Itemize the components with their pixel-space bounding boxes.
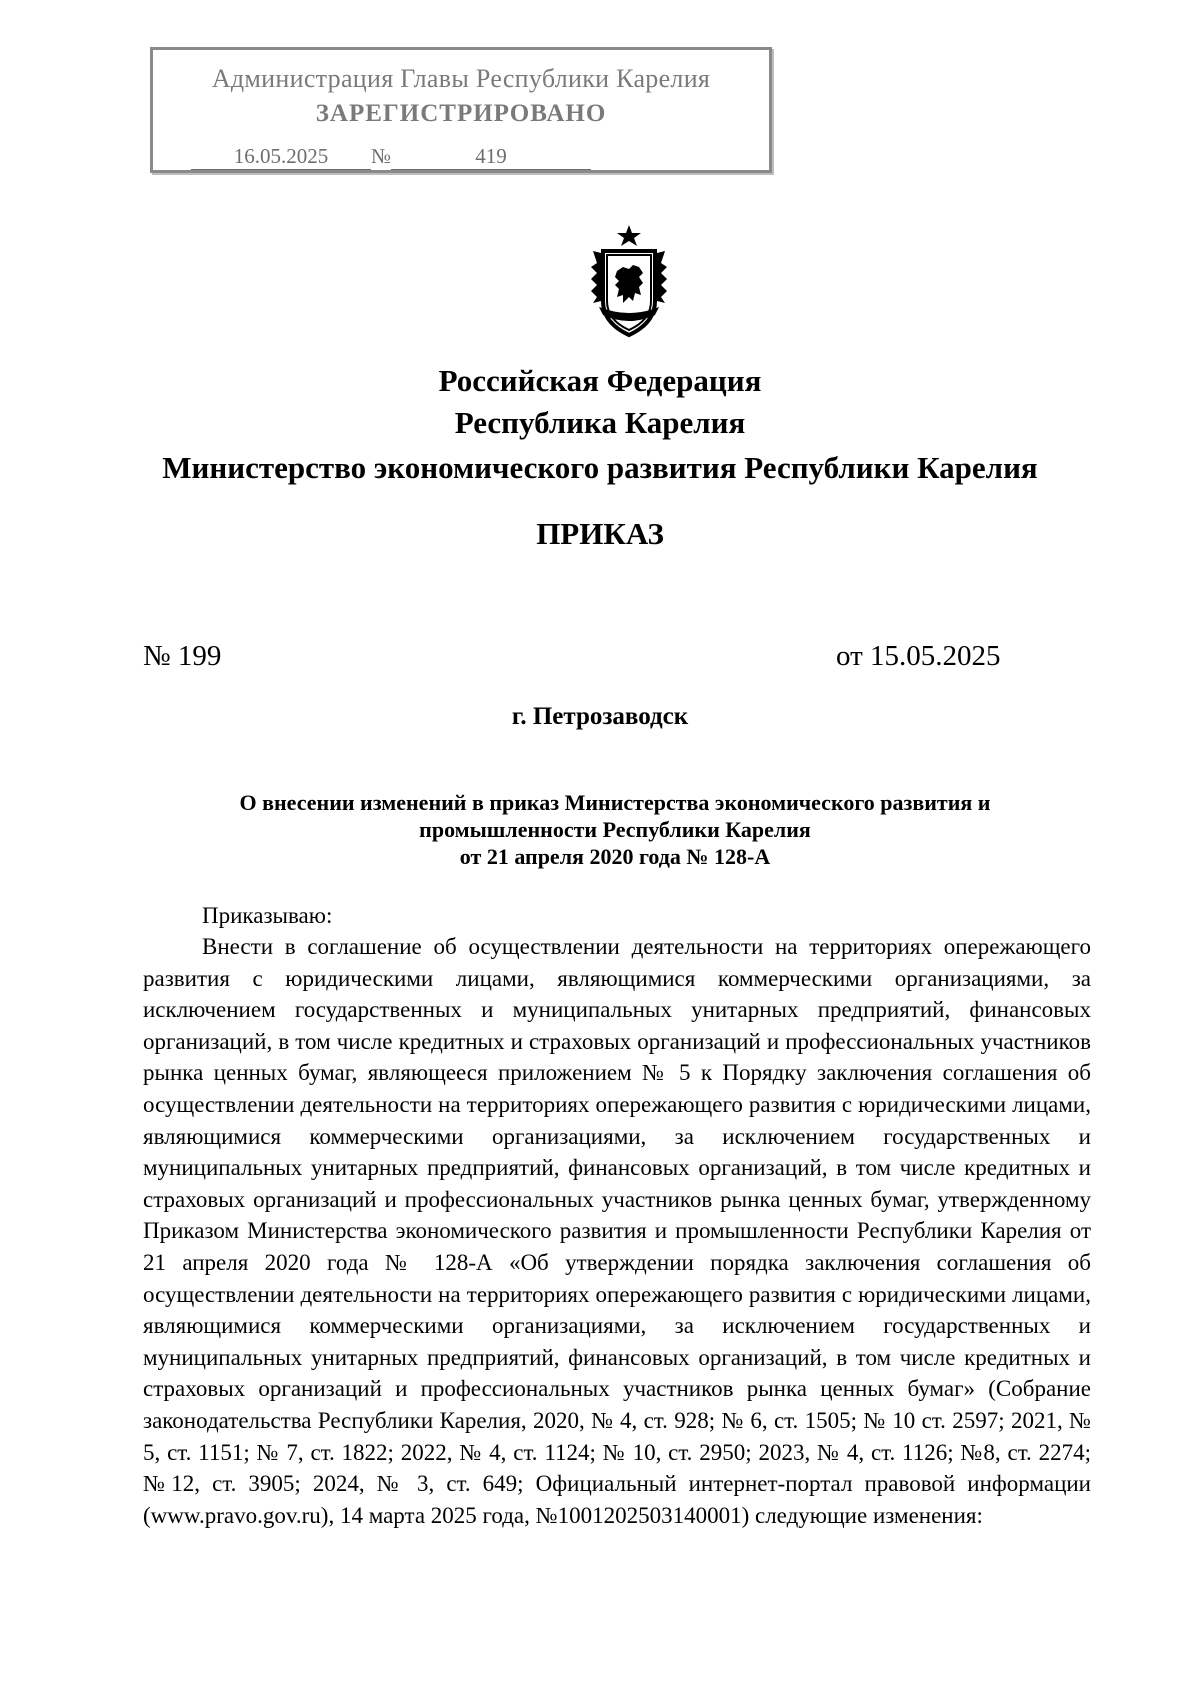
heading-republic: Республика Карелия	[454, 405, 746, 440]
order-number: № 199	[143, 640, 222, 672]
heading-ministry: Министерство экономического развития Республики Карелия	[162, 450, 1038, 485]
stamp-number: 419	[391, 144, 591, 170]
order-date: от 15.05.2025	[836, 640, 1001, 672]
registration-stamp	[150, 47, 772, 173]
subject-line-3: от 21 апреля 2020 года № 128-А	[459, 844, 771, 869]
order-city: г. Петрозаводск	[511, 703, 689, 730]
stamp-registration-line	[191, 144, 591, 170]
body-paragraph: Внести в соглашение об осуществлении деятельности на территориях опережающего развития с юридическими лицами, являющимися коммерческими организациями, за исключением государственных и муниципальных унитарных предприятий, финансовых организаций, в том числе кредитных и страховых организаций и профессиональных участников рынка ценных бумаг, являющееся приложением № 5 к Порядку заключения соглашения об осуществлении деятельности на территориях опережающего развития с юридическими лицами, являющимися коммерческими организациями, за исключением государственных и муниципальных унитарных предприятий, финансовых организаций, в том числе кредитных и страховых организаций и профессиональных участников рынка ценных бумаг, утвержденному Приказом Министерства экономического развития и промышленности Республики Карелия от 21 апреля 2020 года № 128-А «Об утверждении порядка заключения соглашения об осуществлении деятельности на территориях опережающего развития с юридическими лицами, являющимися коммерческими организациями, за исключением государственных и муниципальных унитарных предприятий, финансовых организаций, в том числе кредитных и страховых организаций и профессиональных участников рынка ценных бумаг» (Собрание законодательства Республики Карелия, 2020, № 4, ст. 928; № 6, ст. 1505; № 10 ст. 2597; 2021, № 5, ст. 1151; № 7, ст. 1822; 2022, № 4, ст. 1124; № 10, ст. 2950; 2023, № 4, ст. 1126; №8, ст. 2274; №12, ст. 3905; 2024, № 3, ст. 649; Официальный интернет-портал правовой информации (www.pravo.gov.ru), 14 марта 2025 года, №1001202503140001) следующие изменения:	[143, 934, 1091, 1528]
subject-line-2: промышленности Республики Карелия	[419, 817, 811, 842]
karelia-coat-of-arms-icon	[583, 223, 675, 343]
orders-heading: Приказываю:	[202, 903, 333, 928]
subject-line-1: О внесении изменений в приказ Министерства экономического развития и	[239, 790, 991, 815]
stamp-number-sign: №	[371, 144, 392, 168]
document-type-title: ПРИКАЗ	[536, 516, 664, 551]
order-subject	[140, 789, 1090, 870]
stamp-organization: Администрация Главы Республики Карелия	[211, 64, 711, 93]
stamp-date: 16.05.2025	[191, 144, 371, 170]
stamp-status: ЗАРЕГИСТРИРОВАНО	[315, 100, 607, 127]
heading-federation: Российская Федерация	[438, 363, 762, 398]
